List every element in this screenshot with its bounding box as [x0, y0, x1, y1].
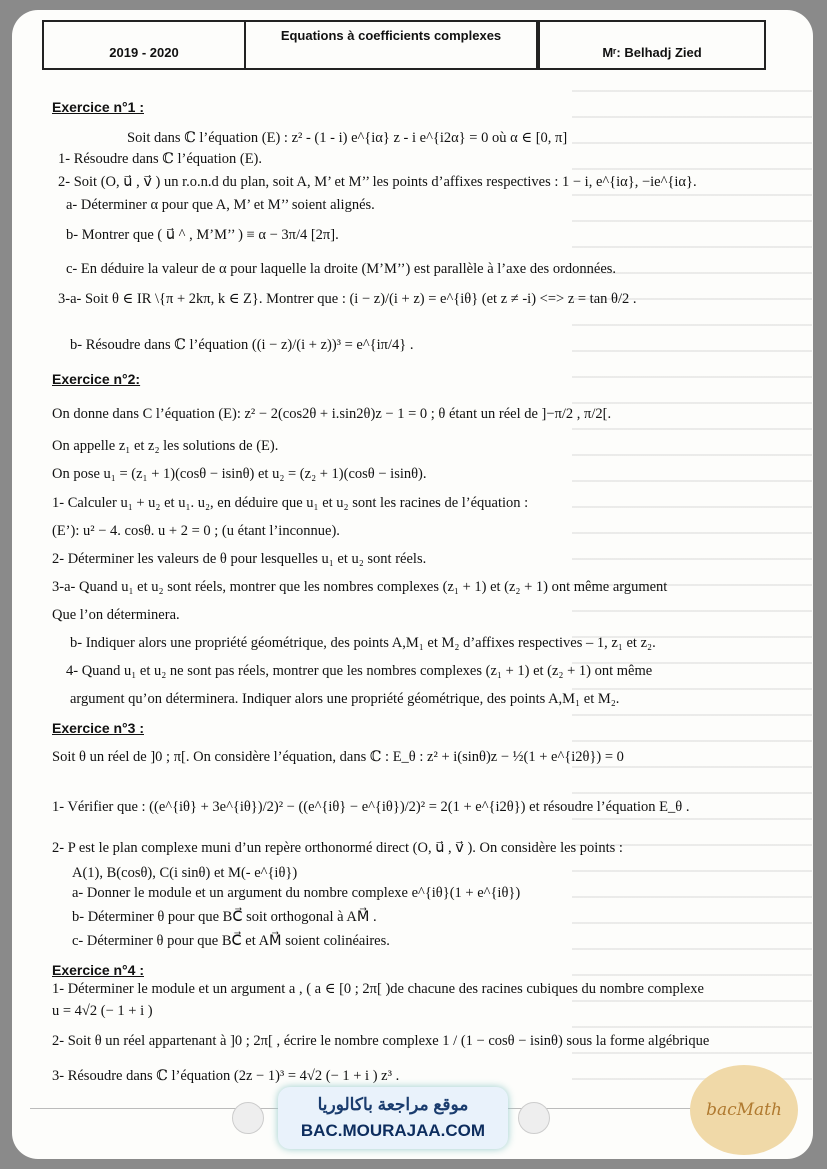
text-line: Que l’on déterminera.: [52, 607, 180, 623]
text-line: a- Déterminer α pour que A, M’ et M’’ soient alignés.: [66, 197, 375, 213]
text-line: 2- Soit (O, u⃗ , v⃗ ) un r.o.n.d du plan, soit A, M’ et M’’ les points d’affixes respectives : 1 − i, e^{iα}, −ie^{iα}.: [58, 174, 697, 190]
text-line: b- Résoudre dans ℂ l’équation ((i − z)/(i + z))³ = e^{iπ/4} .: [70, 337, 414, 353]
exercise-heading: Exercice n°3 :: [52, 720, 144, 736]
text-line: 1- Vérifier que : ((e^{iθ} + 3e^{iθ})/2)² − ((e^{iθ} − e^{iθ})/2)² = 2(1 + e^{i2θ}) et résoudre l’équation E_θ .: [52, 799, 690, 815]
text-line: u = 4√2 (− 1 + i ): [52, 1003, 153, 1019]
text-line: c- En déduire la valeur de α pour laquelle la droite (M’M’’) est parallèle à l’axe des ordonnées.: [66, 261, 617, 277]
bacmath-badge: bacMath: [690, 1065, 798, 1155]
text-line: A(1), B(cosθ), C(i sinθ) et M(- e^{iθ}): [72, 865, 298, 881]
text-line: b- Déterminer θ pour que BC⃗ soit orthogonal à AM⃗ .: [72, 909, 377, 925]
text-line: b- Montrer que ( u⃗ ^ , M’M’’ ) ≡ α − 3π/4 [2π].: [66, 227, 339, 243]
document-title: Equations à coefficients complexes: [246, 22, 538, 68]
text-line: On pose u₁ = (z₁ + 1)(cosθ − isinθ) et u₂ = (z₂ + 1)(cosθ − isinθ).: [52, 466, 427, 482]
banner-arabic-text: موقع مراجعة باكالوريا: [317, 1095, 469, 1114]
banner-url[interactable]: BAC.MOURAJAA.COM: [300, 1121, 486, 1140]
school-year: 2019 - 2020: [44, 22, 246, 68]
site-banner[interactable]: [278, 1087, 508, 1149]
text-line: 4- Quand u₁ et u₂ ne sont pas réels, montrer que les nombres complexes (z₁ + 1) et (z₂ + 1) ont même: [66, 663, 653, 679]
exercise-heading: Exercice n°4 :: [52, 962, 144, 978]
text-line: (E’): u² − 4. cosθ. u + 2 = 0 ; (u étant l’inconnue).: [52, 523, 340, 539]
exercise-heading: Exercice n°2:: [52, 371, 141, 387]
exercise-heading: Exercice n°1 :: [52, 99, 144, 115]
text-line: 2- P est le plan complexe muni d’un repère orthonormé direct (O, u⃗ , v⃗ ). On considère les points :: [52, 840, 623, 856]
text-line: 1- Calculer u₁ + u₂ et u₁. u₂, en déduire que u₁ et u₂ sont les racines de l’équation :: [52, 495, 529, 511]
text-line: Soit dans ℂ l’équation (E) : z² - (1 - i) e^{iα} z - i e^{i2α} = 0 où α ∈ [0, π]: [127, 130, 568, 146]
text-line: argument qu’on déterminera. Indiquer alors une propriété géométrique, des points A,M₁ et M₂.: [70, 691, 620, 707]
text-line: b- Indiquer alors une propriété géométrique, des points A,M₁ et M₂ d’affixes respectives – 1, z₁ et z₂.: [70, 635, 656, 651]
text-line: 1- Déterminer le module et un argument a , ( a ∈ [0 ; 2π[ )de chacune des racines cubiques du nombre complexe: [52, 981, 704, 997]
text-line: 1- Résoudre dans ℂ l’équation (E).: [58, 151, 263, 167]
site-logo-right: [518, 1102, 550, 1134]
text-line: 3-a- Quand u₁ et u₂ sont réels, montrer que les nombres complexes (z₁ + 1) et (z₂ + 1) ont même argument: [52, 579, 668, 595]
text-line: On appelle z₁ et z₂ les solutions de (E).: [52, 438, 279, 454]
text-line: 3-a- Soit θ ∈ IR \{π + 2kπ, k ∈ Z}. Montrer que : (i − z)/(i + z) = e^{iθ} (et z ≠ -i) <=> z = tan θ/2 .: [58, 291, 637, 307]
text-line: c- Déterminer θ pour que BC⃗ et AM⃗ soient colinéaires.: [72, 933, 390, 949]
text-line: 2- Déterminer les valeurs de θ pour lesquelles u₁ et u₂ sont réels.: [52, 551, 427, 567]
text-line: 3- Résoudre dans ℂ l’équation (2z − 1)³ = 4√2 (− 1 + i ) z³ .: [52, 1068, 400, 1084]
site-logo-left: [232, 1102, 264, 1134]
teacher-name: Mʳ: Belhadj Zied: [602, 45, 702, 60]
document-header: [42, 20, 766, 70]
text-line: 2- Soit θ un réel appartenant à ]0 ; 2π[ , écrire le nombre complexe 1 / (1 − cosθ − isinθ) sous la forme algébrique: [52, 1033, 710, 1049]
text-line: Soit θ un réel de ]0 ; π[. On considère l’équation, dans ℂ : E_θ : z² + i(sinθ)z − ½(1 + e^{i2θ}) = 0: [52, 749, 624, 765]
text-line: a- Donner le module et un argument du nombre complexe e^{iθ}(1 + e^{iθ}): [72, 885, 521, 901]
text-line: On donne dans C l’équation (E): z² − 2(cos2θ + i.sin2θ)z − 1 = 0 ; θ étant un réel de ]−π/2 , π/2[.: [52, 406, 612, 422]
